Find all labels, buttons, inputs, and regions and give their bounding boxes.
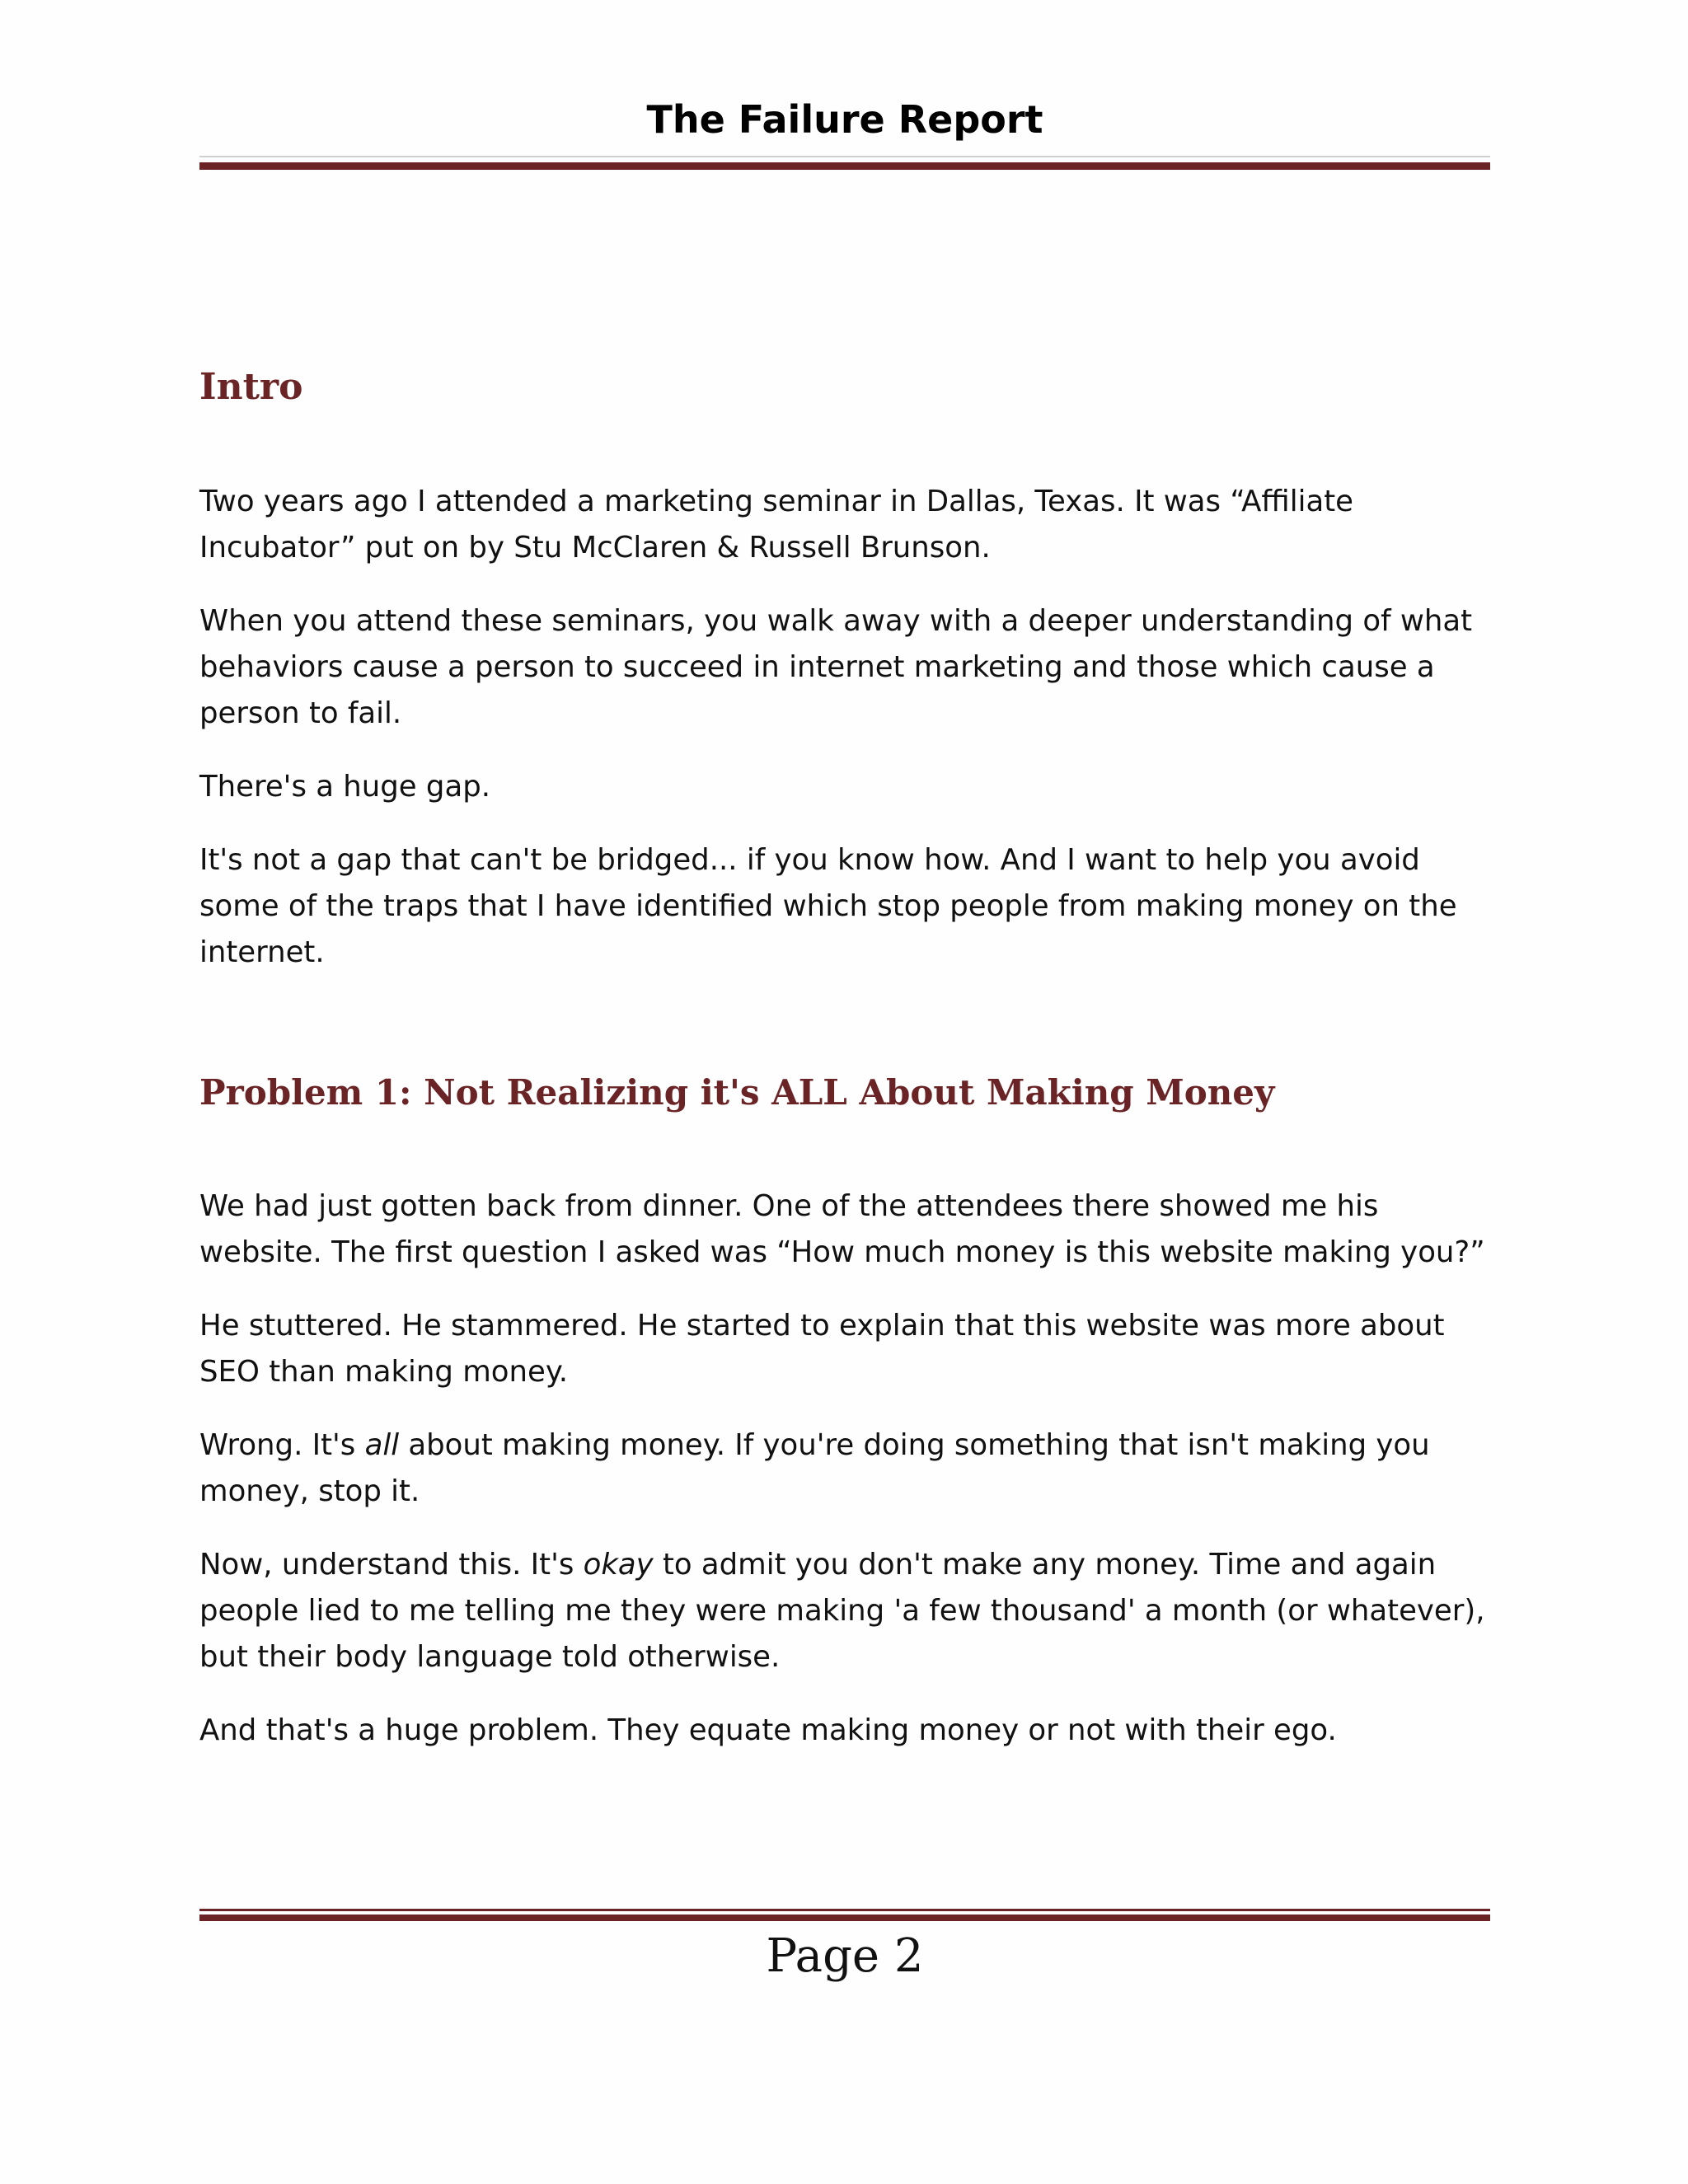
paragraph: And that's a huge problem. They equate making money or not with their ego. (199, 1713, 1337, 1747)
paragraph: It's not a gap that can't be bridged... if you know how. And I want to help you avoid some of the traps that I have identified which stop people from making money on the internet. (199, 843, 1457, 969)
paragraph: There's a huge gap. (199, 770, 491, 804)
paragraph (199, 1422, 1493, 1515)
footer-divider-thick (199, 1915, 1490, 1921)
paragraph: When you attend these seminars, you walk away with a deeper understanding of what behaviors cause a person to succeed in internet marketing and those which cause a person to fail. (199, 604, 1473, 730)
document-title: The Failure Report (646, 97, 1043, 142)
paragraph-text: about making money. If you're doing something that isn't making you money, stop it. (199, 1428, 1430, 1508)
footer-divider-thin (199, 1909, 1490, 1911)
paragraph (199, 1542, 1493, 1680)
paragraph-text: Wrong. It's (199, 1428, 365, 1462)
header-divider-thin (199, 156, 1490, 157)
page-number: Page 2 (766, 1929, 924, 1983)
problem-1-section-body (199, 1183, 1493, 1781)
paragraph: We had just gotten back from dinner. One of the attendees there showed me his website. The first question I asked was “How much money is this website making you?” (199, 1189, 1485, 1269)
paragraph: Two years ago I attended a marketing seminar in Dallas, Texas. It was “Affiliate Incubator” put on by Stu McClaren & Russell Brunson. (199, 485, 1353, 565)
paragraph: He stuttered. He stammered. He started to explain that this website was more about SEO than making money. (199, 1309, 1445, 1389)
paragraph-text: to admit you don't make any money. Time and again people lied to me telling me they were making 'a few thousand' a month (or whatever), but their body language told otherwise. (199, 1548, 1485, 1674)
header-divider-thick (199, 162, 1490, 170)
emphasized-word: all (364, 1428, 400, 1462)
emphasized-word: okay (583, 1548, 654, 1582)
section-heading-intro: Intro (199, 366, 303, 408)
section-heading-problem-1: Problem 1: Not Realizing it's ALL About Making Money (199, 1072, 1275, 1113)
intro-section-body (199, 479, 1493, 1003)
paragraph-text: Now, understand this. It's (199, 1548, 584, 1582)
